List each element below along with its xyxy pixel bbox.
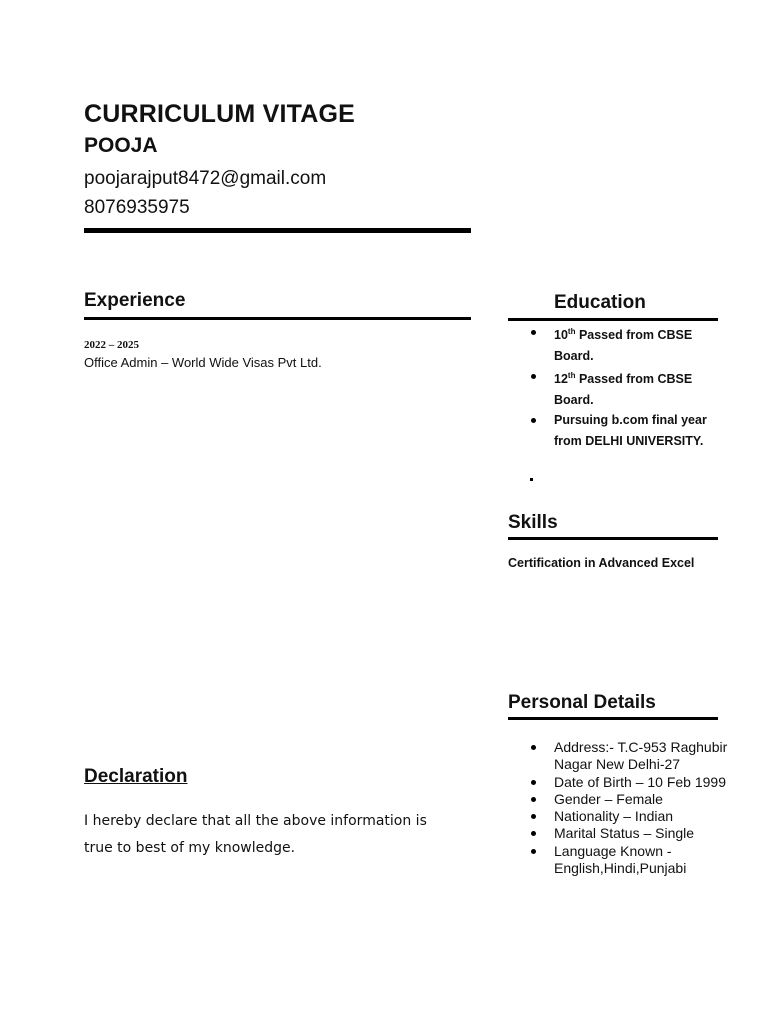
personal-detail-item: Gender – Female xyxy=(508,791,728,808)
experience-divider xyxy=(84,317,471,320)
education-item: 12th Passed from CBSE Board. xyxy=(508,366,718,410)
personal-detail-item: Marital Status – Single xyxy=(508,825,728,842)
experience-role: Office Admin – World Wide Visas Pvt Ltd. xyxy=(84,355,322,370)
skills-text: Certification in Advanced Excel xyxy=(508,556,695,570)
education-item: 10th Passed from CBSE Board. xyxy=(508,322,718,366)
header-divider xyxy=(84,228,471,233)
personal-detail-item: Language Known - English,Hindi,Punjabi xyxy=(508,843,728,878)
personal-details-heading: Personal Details xyxy=(508,692,656,713)
education-list xyxy=(508,322,718,452)
education-heading: Education xyxy=(554,292,646,313)
personal-detail-item: Address:- T.C-953 Raghubir Nagar New Delhi-27 xyxy=(508,739,728,774)
declaration-text: I hereby declare that all the above information is true to best of my knowledge. xyxy=(84,813,427,856)
personal-detail-item: Date of Birth – 10 Feb 1999 xyxy=(508,774,728,791)
personal-details-list xyxy=(508,739,728,877)
document-title: CURRICULUM VITAGE xyxy=(84,100,355,128)
education-divider xyxy=(508,318,718,321)
candidate-email: poojarajput8472@gmail.com xyxy=(84,168,327,189)
personal-details-divider xyxy=(508,717,718,720)
candidate-name: POOJA xyxy=(84,134,158,157)
experience-heading: Experience xyxy=(84,290,186,311)
education-item: Pursuing b.com final year from DELHI UNIVERSITY. xyxy=(508,410,718,451)
candidate-phone: 8076935975 xyxy=(84,197,190,218)
skills-divider xyxy=(508,537,718,540)
declaration-heading: Declaration xyxy=(84,766,188,787)
empty-bullet-mark xyxy=(530,478,533,481)
personal-detail-item: Nationality – Indian xyxy=(508,808,728,825)
skills-heading: Skills xyxy=(508,512,558,533)
experience-dates: 2022 – 2025 xyxy=(84,339,139,351)
